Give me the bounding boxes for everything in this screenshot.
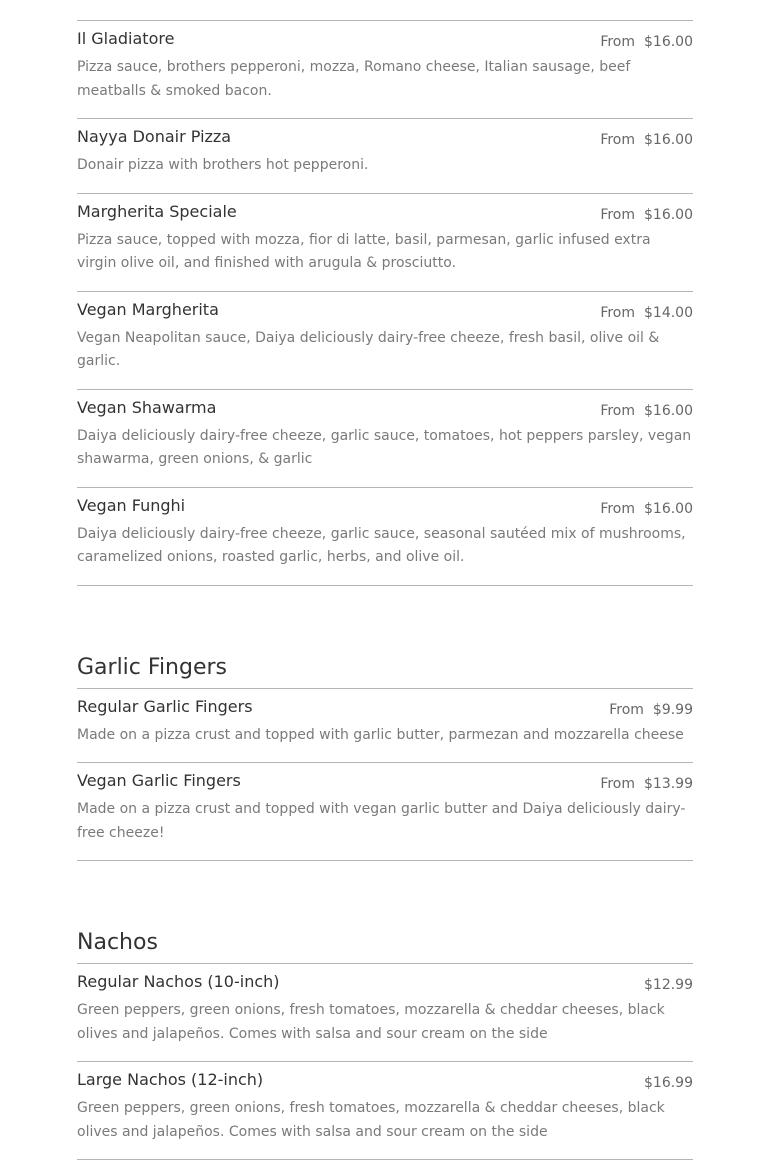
menu-item-description: Vegan Neapolitan sauce, Daiya deliciously dairy-free cheeze, fresh basil, olive oil & garlic. <box>77 329 660 369</box>
menu-item-description: Daiya deliciously dairy-free cheeze, garlic sauce, tomatoes, hot peppers parsley, vegan shawarma, green onions, & garlic <box>77 427 692 467</box>
price-from-label: From <box>600 402 635 419</box>
section-divider <box>77 585 693 586</box>
menu-item[interactable] <box>77 963 693 1061</box>
menu-item[interactable] <box>77 20 693 118</box>
menu-item[interactable] <box>77 762 693 860</box>
menu-item-name: Vegan Shawarma <box>77 397 217 417</box>
price-value: $9.99 <box>652 701 693 718</box>
price-from-label: From <box>600 34 635 50</box>
price-value: $16.00 <box>644 402 693 419</box>
menu-item[interactable] <box>77 193 693 291</box>
menu-item-description: Green peppers, green onions, fresh tomatoes, mozzarella & cheddar cheeses, black olives and jalapeños. Comes with salsa and sour cream on the side <box>77 1002 665 1042</box>
price-value: $16.99 <box>644 1075 693 1091</box>
menu-item-description: Made on a pizza crust and topped with vegan garlic butter and Daiya deliciously dairy-free cheeze! <box>77 801 686 841</box>
menu-item-description: Daiya deliciously dairy-free cheeze, garlic sauce, seasonal sautéed mix of mushrooms, caramelized onions, roasted garlic, herbs, and olive oil. <box>77 525 686 565</box>
menu-item[interactable] <box>77 118 693 193</box>
menu-list <box>77 20 693 1160</box>
menu-item-price <box>600 131 693 149</box>
menu-item-description: Pizza sauce, brothers pepperoni, mozza, Romano cheese, Italian sausage, beef meatballs & smoked bacon. <box>77 59 631 99</box>
menu-item-price <box>609 701 693 719</box>
menu-item-description: Made on a pizza crust and topped with garlic butter, parmezan and mozzarella cheese <box>77 726 684 743</box>
menu-item-name: Vegan Margherita <box>77 299 219 319</box>
section-divider <box>77 860 693 861</box>
section-spacer <box>77 586 693 642</box>
menu-item-name: Vegan Funghi <box>77 495 186 515</box>
price-value: $16.00 <box>644 132 693 148</box>
menu-item[interactable] <box>77 1061 693 1159</box>
menu-item-price <box>644 1074 693 1092</box>
section-title: Nachos <box>77 930 158 955</box>
menu-item[interactable] <box>77 389 693 487</box>
menu-item-name: Regular Garlic Fingers <box>77 696 253 716</box>
price-value: $16.00 <box>644 500 693 517</box>
price-from-label: From <box>609 701 644 718</box>
menu-item-description: Donair pizza with brothers hot pepperoni. <box>77 157 369 173</box>
menu-item-price <box>644 976 693 994</box>
section-spacer <box>77 861 693 917</box>
menu-item[interactable] <box>77 487 693 585</box>
menu-section-nachos <box>77 917 693 1160</box>
menu-item[interactable] <box>77 291 693 389</box>
menu-item-name: Large Nachos (12-inch) <box>77 1070 264 1089</box>
menu-item-price <box>600 500 693 518</box>
price-from-label: From <box>600 304 635 321</box>
menu-item-description: Pizza sauce, topped with mozza, fior di latte, basil, parmesan, garlic infused extra virgin olive oil, and finished with arugula & prosciutto. <box>77 231 651 271</box>
menu-section-garlic-fingers <box>77 642 693 862</box>
menu-item-name: Il Gladiatore <box>77 29 175 48</box>
menu-item-name: Margherita Speciale <box>77 201 237 221</box>
menu-item-price <box>600 33 693 51</box>
menu-item-description: Green peppers, green onions, fresh tomatoes, mozzarella & cheddar cheeses, black olives and jalapeños. Comes with salsa and sour cream on the side <box>77 1100 665 1140</box>
price-value: $12.99 <box>644 977 693 993</box>
menu-item[interactable] <box>77 688 693 763</box>
menu-item-name: Regular Nachos (10-inch) <box>77 972 280 991</box>
menu-section-pizza <box>77 20 693 586</box>
section-title: Garlic Fingers <box>77 654 228 680</box>
menu-item-name: Vegan Garlic Fingers <box>77 771 241 790</box>
menu-item-price <box>600 206 693 224</box>
price-value: $16.00 <box>644 206 693 223</box>
menu-item-price <box>600 402 693 420</box>
price-value: $14.00 <box>644 304 693 321</box>
price-value: $16.00 <box>644 34 693 50</box>
menu-item-name: Nayya Donair Pizza <box>77 127 232 146</box>
price-from-label: From <box>600 132 635 148</box>
price-from-label: From <box>600 206 635 223</box>
menu-item-price <box>600 304 693 322</box>
price-from-label: From <box>600 776 635 792</box>
price-from-label: From <box>600 500 635 517</box>
price-value: $13.99 <box>644 776 693 792</box>
menu-item-price <box>600 775 693 793</box>
